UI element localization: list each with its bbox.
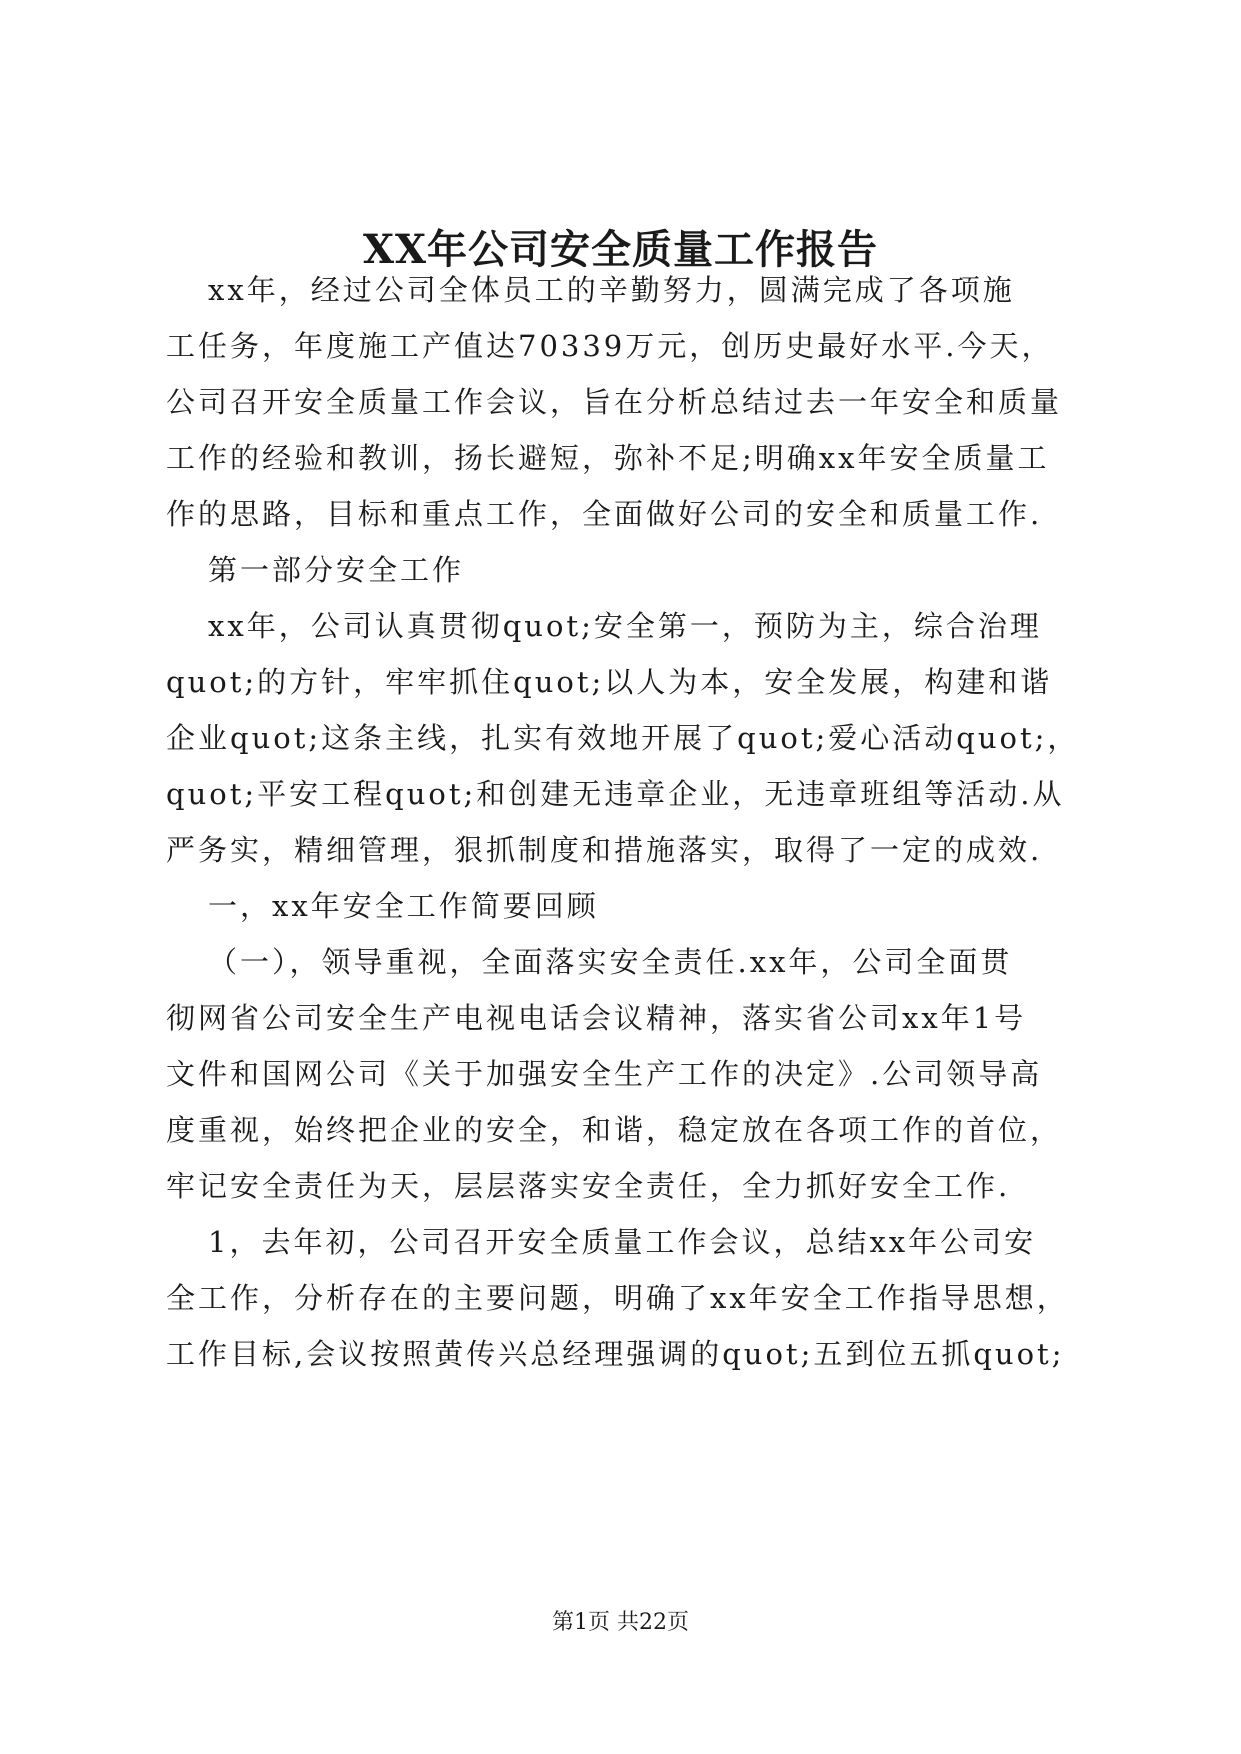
text-line: 企业quot;这条主线，扎实有效地开展了quot;爱心活动quot;， [166, 721, 1080, 755]
text-line: 工作的经验和教训，扬长避短，弥补不足;明确xx年安全质量工 [166, 441, 1050, 475]
text-line: 文件和国网公司《关于加强安全生产工作的决定》.公司领导高 [166, 1057, 1043, 1091]
text-line: 全工作，分析存在的主要问题，明确了xx年安全工作指导思想， [166, 1281, 1069, 1315]
document-title: XX年公司安全质量工作报告 [362, 226, 879, 273]
text-line: quot;的方针，牢牢抓住quot;以人为本，安全发展，构建和谐 [166, 665, 1053, 699]
text-line: （一），领导重视，全面落实安全责任.xx年，公司全面贯 [208, 945, 1013, 979]
text-line: 度重视，始终把企业的安全，和谐，稳定放在各项工作的首位， [166, 1113, 1063, 1147]
text-line: xx年，公司认真贯彻quot;安全第一，预防为主，综合治理 [208, 609, 1042, 643]
text-line: 1，去年初，公司召开安全质量工作会议，总结xx年公司安 [208, 1225, 1037, 1259]
text-line: quot;平安工程quot;和创建无违章企业，无违章班组等活动.从 [166, 777, 1065, 811]
text-line: 作的思路，目标和重点工作，全面做好公司的安全和质量工作. [166, 497, 1043, 531]
text-line: 牢记安全责任为天，层层落实安全责任，全力抓好安全工作. [166, 1169, 1011, 1203]
text-line: xx年，经过公司全体员工的辛勤努力，圆满完成了各项施 [208, 273, 1015, 307]
section-heading: 第一部分安全工作 [208, 553, 465, 587]
page-footer: 第1页 共22页 [552, 1610, 689, 1635]
text-line: 工任务，年度施工产值达70339万元，创历史最好水平.今天， [166, 329, 1054, 363]
text-line: 公司召开安全质量工作会议，旨在分析总结过去一年安全和质量 [166, 385, 1063, 419]
text-line: 严务实，精细管理，狠抓制度和措施落实，取得了一定的成效. [166, 833, 1043, 867]
text-line: 彻网省公司安全生产电视电话会议精神，落实省公司xx年1号 [166, 1001, 1027, 1035]
section-heading: 一，xx年安全工作简要回顾 [208, 889, 599, 923]
text-line: 工作目标,会议按照黄传兴总经理强调的quot;五到位五抓quot; [166, 1337, 1065, 1371]
